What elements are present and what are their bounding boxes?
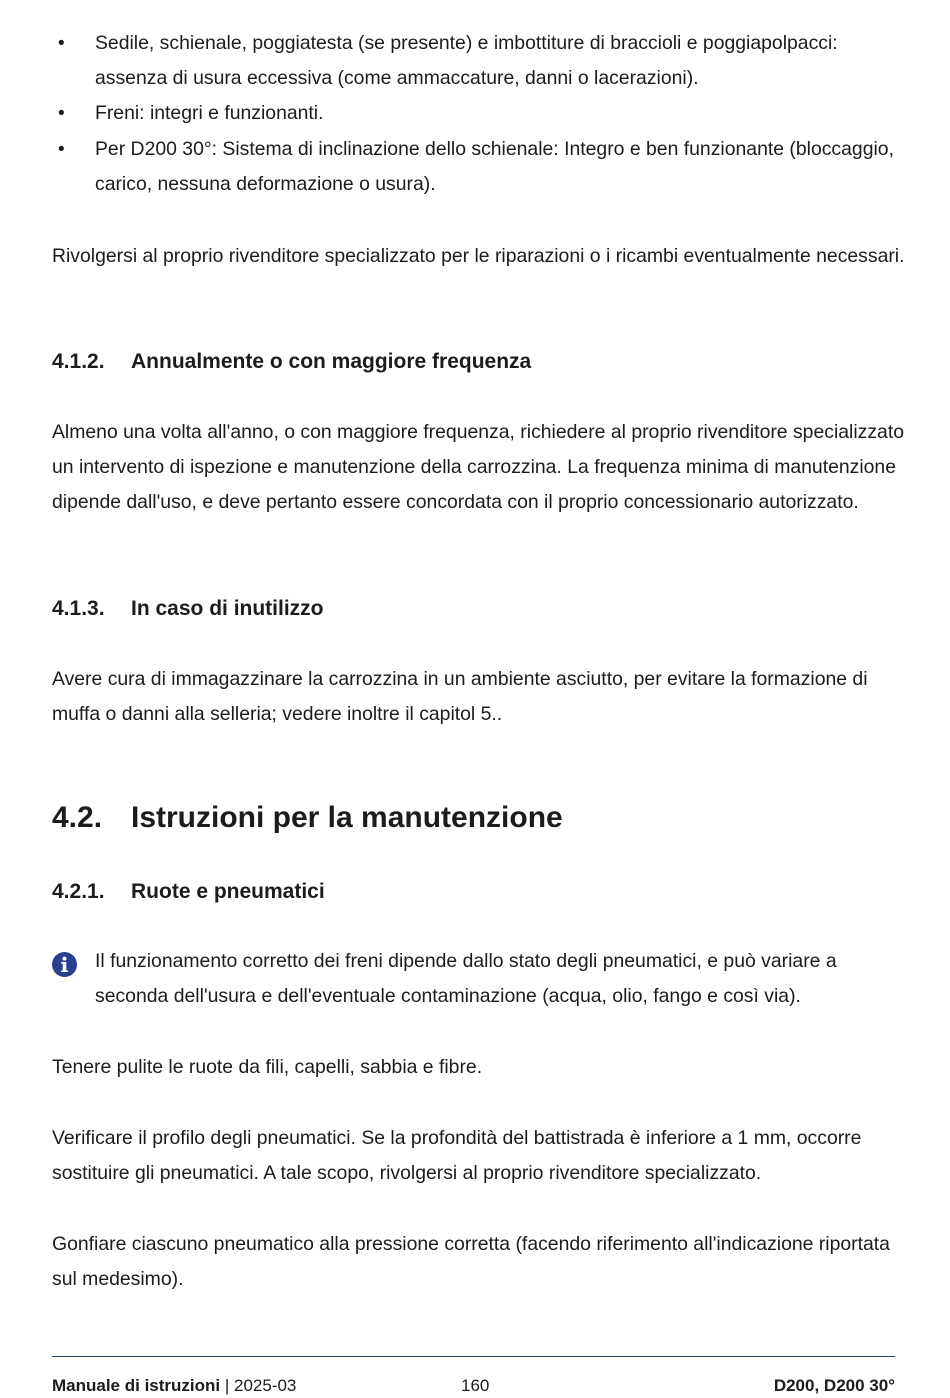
page-number: 160	[461, 1376, 490, 1395]
info-note-text: Il funzionamento corretto dei freni dipende dallo stato degli pneumatici, e può variare a seconda dell'usura e dell'eventuale contaminazione (acqua, olio, fango e così via).	[95, 950, 837, 1008]
section-number: 4.2.	[52, 801, 103, 834]
paragraph-gonfiare: Gonfiare ciascuno pneumatico alla pressione corretta (facendo riferimento all'indicazione riportata sul medesimo).	[52, 1233, 890, 1291]
paragraph-inutilizzo: Avere cura di immagazzinare la carrozzina in un ambiente asciutto, per evitare la formazione di muffa o danni alla selleria; vedere inoltre il capitol 5..	[52, 668, 868, 726]
section-heading-4-2	[52, 798, 563, 838]
section-heading-4-1-2	[52, 347, 531, 377]
section-heading-4-2-1	[52, 877, 325, 907]
page-footer	[52, 1374, 895, 1398]
info-icon	[52, 952, 77, 977]
section-title: Ruote e pneumatici	[131, 880, 325, 903]
section-title: In caso di inutilizzo	[131, 597, 324, 620]
list-item: • Freni: integri e funzionanti.	[52, 96, 912, 131]
footer-separator: |	[220, 1376, 234, 1395]
list-item: • Per D200 30°: Sistema di inclinazione dello schienale: Integro e ben funzionante (bloccaggio, carico, nessuna deformazione o usura).	[52, 132, 912, 202]
footer-divider	[52, 1356, 895, 1357]
paragraph-profilo: Verificare il profilo degli pneumatici. Se la profondità del battistrada è inferiore a 1 mm, occorre sostituire gli pneumatici. A tale scopo, rivolgersi al proprio rivenditore specializzato.	[52, 1127, 862, 1185]
section-number: 4.1.3.	[52, 597, 105, 620]
section-number: 4.2.1.	[52, 880, 105, 903]
section-heading-4-1-3	[52, 594, 324, 624]
footer-doc-info	[52, 1374, 296, 1398]
footer-doc-title: Manuale di istruzioni	[52, 1376, 221, 1395]
footer-date: 2025-03	[234, 1376, 297, 1395]
section-title: Istruzioni per la manutenzione	[131, 801, 563, 834]
footer-model: D200, D200 30°	[773, 1376, 895, 1395]
paragraph-annual: Almeno una volta all'anno, o con maggiore frequenza, richiedere al proprio rivenditore specializzato un intervento di ispezione e manutenzione della carrozzina. La frequenza minima di manutenzione dipende dall'uso, e deve pertanto essere concordata con il proprio concessionario autorizzato.	[52, 421, 904, 514]
paragraph-rivenditore: Rivolgersi al proprio rivenditore specializzato per le riparazioni o i ricambi eventualmente necessari.	[52, 245, 905, 267]
info-note	[52, 944, 914, 1014]
list-item: • Sedile, schienale, poggiatesta (se presente) e imbottiture di braccioli e poggiapolpacci: assenza di usura eccessiva (come ammaccature, danni o lacerazioni).	[52, 26, 912, 96]
paragraph-ruote-pulite: Tenere pulite le ruote da fili, capelli, sabbia e fibre.	[52, 1056, 483, 1078]
section-number: 4.1.2.	[52, 350, 105, 373]
section-title: Annualmente o con maggiore frequenza	[131, 350, 532, 373]
checklist	[52, 26, 912, 202]
